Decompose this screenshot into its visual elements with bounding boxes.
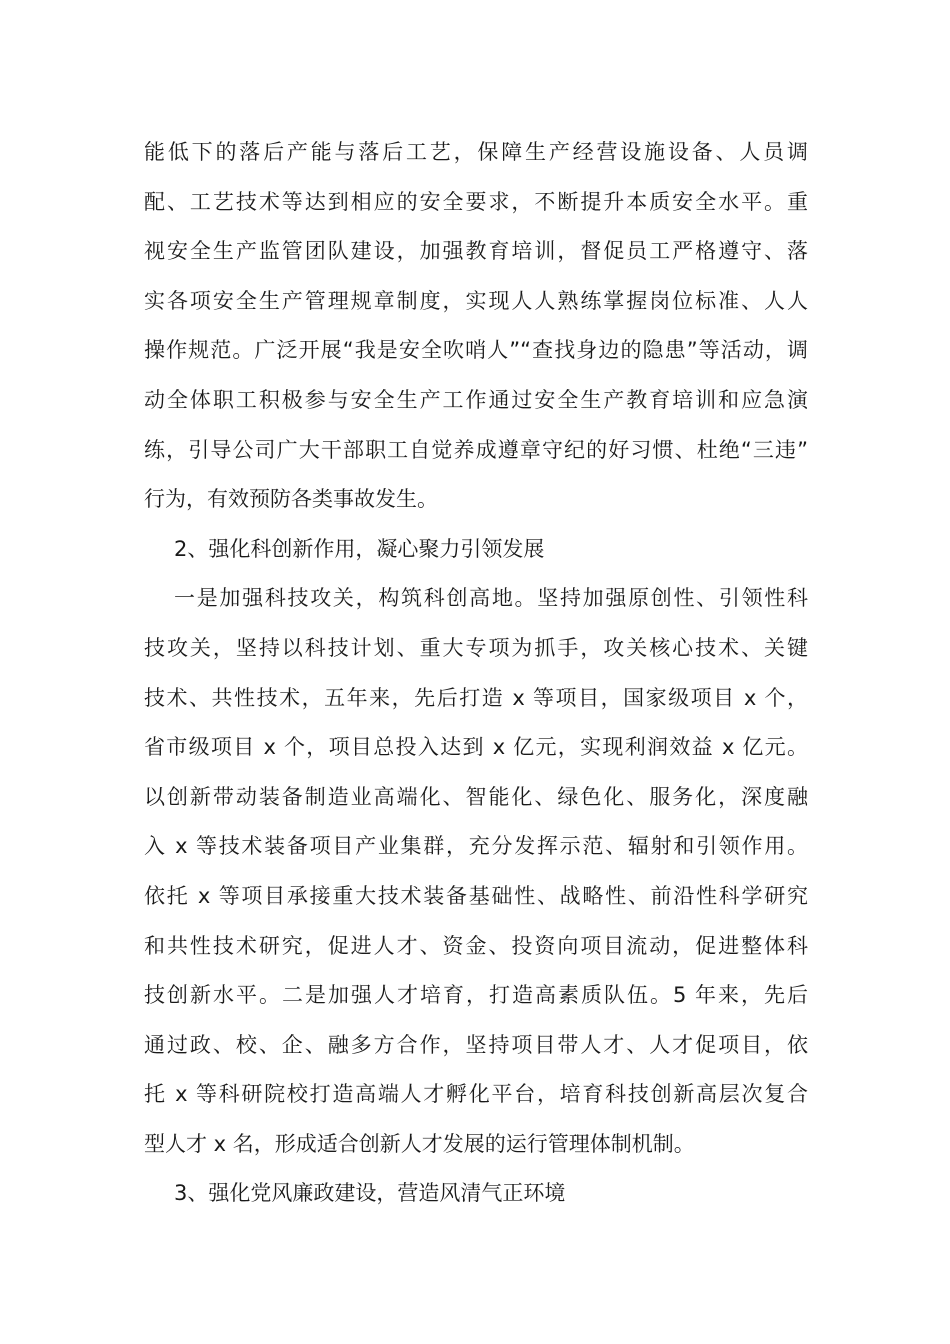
section-heading-2: 2、强化科创新作用，凝心聚力引领发展 bbox=[174, 536, 545, 561]
text-line: 和共性技术研究，促进人才、资金、投资向项目流动，促进整体科 bbox=[144, 933, 808, 958]
text-line: 技攻关，坚持以科技计划、重大专项为抓手，攻关核心技术、关键 bbox=[144, 635, 808, 660]
text-line: 依托 x 等项目承接重大技术装备基础性、战略性、前沿性科学研究 bbox=[144, 883, 808, 908]
section-heading-3: 3、强化党风廉政建设，营造风清气正环境 bbox=[174, 1181, 566, 1206]
text-line: 行为，有效预防各类事故发生。 bbox=[144, 487, 438, 512]
text-line: 实各项安全生产管理规章制度，实现人人熟练掌握岗位标准、人人 bbox=[144, 288, 808, 313]
text-line: 动全体职工积极参与安全生产工作通过安全生产教育培训和应急演 bbox=[144, 387, 808, 412]
paragraph-tech-innovation bbox=[144, 574, 808, 1169]
text-line: 配、工艺技术等达到相应的安全要求，不断提升本质安全水平。重 bbox=[144, 189, 808, 214]
text-line: 通过政、校、企、融多方合作，坚持项目带人才、人才促项目，依 bbox=[144, 1032, 808, 1057]
text-line: 型人才 x 名，形成适合创新人才发展的运行管理体制机制。 bbox=[144, 1131, 695, 1156]
document-body bbox=[144, 128, 808, 1219]
paragraph-safety-management bbox=[144, 128, 808, 525]
text-line: 技创新水平。二是加强人才培育，打造高素质队伍。5 年来，先后 bbox=[144, 983, 808, 1008]
text-line: 一是加强科技攻关，构筑科创高地。坚持加强原创性、引领性科 bbox=[174, 586, 808, 611]
text-line: 托 x 等科研院校打造高端人才孵化平台，培育科技创新高层次复合 bbox=[144, 1082, 808, 1107]
text-line: 技术、共性技术，五年来，先后打造 x 等项目，国家级项目 x 个， bbox=[144, 685, 808, 710]
text-line: 省市级项目 x 个，项目总投入达到 x 亿元，实现利润效益 x 亿元。 bbox=[144, 735, 808, 760]
text-line: 能低下的落后产能与落后工艺，保障生产经营设施设备、人员调 bbox=[144, 140, 808, 164]
text-line: 入 x 等技术装备项目产业集群，充分发挥示范、辐射和引领作用。 bbox=[144, 834, 808, 859]
text-line: 以创新带动装备制造业高端化、智能化、绿色化、服务化，深度融 bbox=[144, 784, 808, 809]
text-line: 操作规范。广泛开展“我是安全吹哨人”“查找身边的隐患”等活动，调 bbox=[144, 338, 808, 363]
text-line: 练，引导公司广大干部职工自觉养成遵章守纪的好习惯、杜绝“三违” bbox=[144, 437, 808, 462]
text-line: 视安全生产监管团队建设，加强教育培训，督促员工严格遵守、落 bbox=[144, 239, 808, 264]
